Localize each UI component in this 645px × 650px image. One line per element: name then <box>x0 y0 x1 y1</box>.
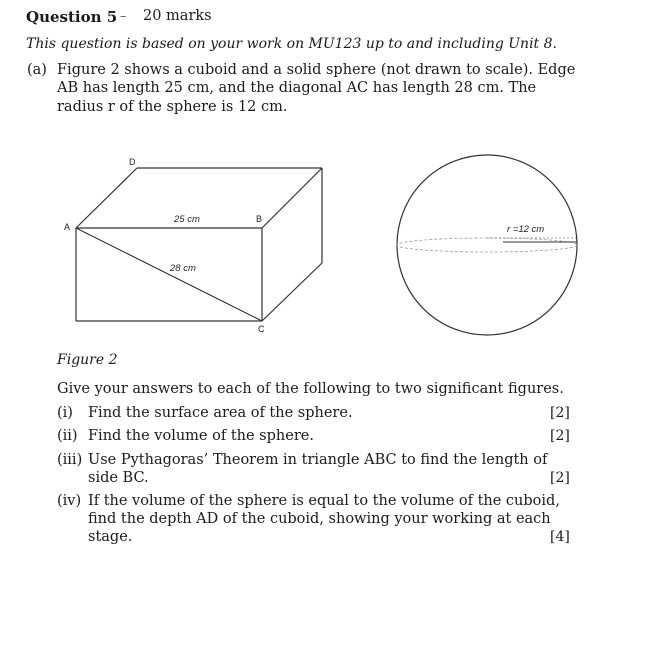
instruction-text: Give your answers to each of the following to two significant figures. <box>57 381 564 397</box>
sub-iv-line-2: find the depth AD of the cuboid, showing your working at each <box>88 511 551 527</box>
sub-iii-number: (iii) <box>57 452 83 468</box>
edge-b-back <box>262 168 322 228</box>
edge-c-back <box>262 263 322 321</box>
sub-ii-marks: [2] <box>550 428 570 444</box>
label-b: B <box>256 214 263 224</box>
title-dash: – <box>120 9 127 24</box>
label-d: D <box>129 157 136 167</box>
sub-iv-number: (iv) <box>57 493 82 509</box>
sub-ii-number: (ii) <box>57 428 78 444</box>
sub-i-marks: [2] <box>550 405 570 421</box>
label-radius: r =12 cm <box>507 224 545 235</box>
label-c: C <box>258 324 265 334</box>
sub-i-number: (i) <box>57 405 73 421</box>
label-a: A <box>64 222 71 232</box>
sub-iii-marks: [2] <box>550 470 570 486</box>
label-ab-length: 25 cm <box>174 214 200 225</box>
sub-iv-line-1: If the volume of the sphere is equal to the volume of the cuboid, <box>88 493 560 509</box>
sub-i-text: Find the surface area of the sphere. <box>88 405 353 421</box>
question-marks: 20 marks <box>143 8 212 24</box>
edge-ad <box>76 168 137 228</box>
part-a-line-2: AB has length 25 cm, and the diagonal AC has length 28 cm. The <box>57 80 537 96</box>
sub-iii-line-2: side BC. <box>88 470 149 486</box>
part-a-label: (a) <box>27 62 47 78</box>
intro-text: This question is based on your work on MU123 up to and including Unit 8. <box>26 36 557 52</box>
part-a-line-1: Figure 2 shows a cuboid and a solid sphere (not drawn to scale). Edge <box>57 62 576 78</box>
part-a-line-3: radius r of the sphere is 12 cm. <box>57 99 288 115</box>
sphere <box>397 155 577 335</box>
sub-iv-marks: [4] <box>550 529 570 545</box>
figure-caption: Figure 2 <box>57 352 118 368</box>
question-title: Question 5 <box>26 8 118 26</box>
sphere-equator <box>397 238 577 252</box>
sphere-outline <box>397 155 577 335</box>
sub-iv-line-3: stage. <box>88 529 133 545</box>
diagonal-ac <box>76 228 262 321</box>
sub-ii-text: Find the volume of the sphere. <box>88 428 314 444</box>
sub-iii-line-1: Use Pythagoras’ Theorem in triangle ABC to find the length of <box>88 452 548 468</box>
cuboid <box>76 168 322 321</box>
label-ac-length: 28 cm <box>170 263 196 274</box>
